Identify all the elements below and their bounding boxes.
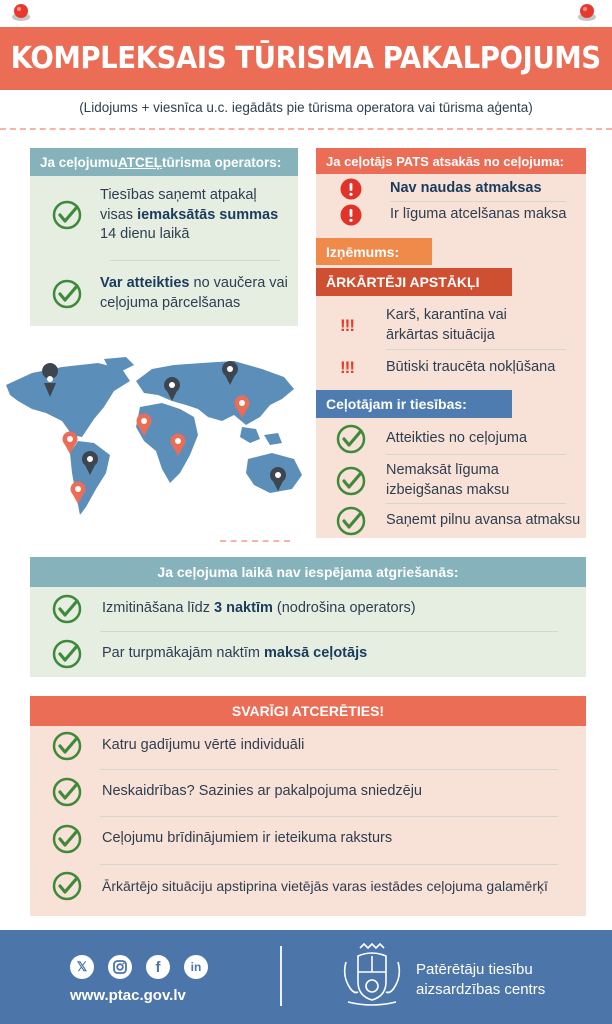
facebook-icon[interactable]: f xyxy=(146,955,170,979)
separator xyxy=(386,503,566,504)
check-icon xyxy=(52,200,82,230)
separator xyxy=(386,454,566,455)
check-icon xyxy=(52,731,82,761)
coat-of-arms-logo xyxy=(340,942,404,1008)
website-link[interactable]: www.ptac.gov.lv xyxy=(70,987,186,1004)
world-map-illustration xyxy=(2,355,310,523)
remember-item: Katru gadījumu vērtē individuāli xyxy=(52,731,304,761)
exclamation-icon xyxy=(340,204,362,226)
no-return-header: Ja ceļojuma laikā nav iespējama atgriešanās: xyxy=(30,557,586,587)
separator xyxy=(100,631,558,632)
linkedin-icon[interactable]: in xyxy=(184,955,208,979)
rights-item-full-refund: Saņemt pilnu avansa atmaksu xyxy=(336,506,580,536)
check-icon xyxy=(336,506,366,536)
check-icon xyxy=(52,639,82,669)
warning-marks-icon: !!! xyxy=(340,358,354,377)
remember-item: Neskaidrības? Sazinies ar pakalpojuma sniedzēju xyxy=(52,777,422,807)
operator-item-refund: Tiesības saņemt atpakaļ visas iemaksātās summas 14 dienu laikā xyxy=(52,186,292,245)
separator xyxy=(100,769,558,770)
instagram-icon[interactable] xyxy=(108,955,132,979)
operator-cancels-header: Ja ceļojumu ATCEĻ tūrisma operators: xyxy=(30,148,298,176)
exception-item-travel-disruption: !!! Būtiski traucēta nokļūšana xyxy=(340,358,556,377)
exception-title: ĀRKĀRTĒJI APSTĀKĻI xyxy=(316,268,512,296)
warning-marks-icon: !!! xyxy=(340,315,354,335)
push-pin-icon xyxy=(576,2,598,22)
organization-name: Patērētāju tiesību aizsardzības centrs xyxy=(416,961,546,998)
subtitle: (Lidojums + viesnīca u.c. iegādāts pie tūrisma operatora vai tūrisma aģenta) xyxy=(79,100,533,115)
remember-item: Ārkārtējo situāciju apstiprina vietējās varas iestādes ceļojuma galamērķī xyxy=(52,871,548,901)
no-return-item-accommodation: Izmitināšana līdz 3 naktīm (nodrošina operators) xyxy=(52,594,416,624)
check-icon xyxy=(336,424,366,454)
traveler-cancels-header: Ja ceļotājs PATS atsakās no ceļojuma: xyxy=(316,148,586,174)
divider xyxy=(0,128,612,130)
rights-item-no-fee: Nemaksāt līguma izbeigšanas maksu xyxy=(336,461,526,500)
separator xyxy=(110,260,280,261)
x-icon[interactable]: 𝕏 xyxy=(70,955,94,979)
no-return-item-further-nights: Par turpmākajām naktīm maksā ceļotājs xyxy=(52,639,367,669)
check-icon xyxy=(52,594,82,624)
exclamation-icon xyxy=(340,178,362,200)
separator xyxy=(386,349,566,350)
footer xyxy=(0,930,612,1024)
check-icon xyxy=(52,279,82,309)
remember-header: SVARĪGI ATCERĒTIES! xyxy=(30,696,586,726)
operator-item-voucher: Var atteikties no vaučera vai ceļojuma pārcelšanas xyxy=(52,274,292,313)
push-pin-icon xyxy=(10,2,32,22)
remember-item: Ceļojumu brīdinājumiem ir ieteikuma raksturs xyxy=(52,824,392,854)
separator xyxy=(100,816,558,817)
page-title: KOMPLEKSAIS TŪRISMA PAKALPOJUMS xyxy=(10,41,602,76)
separator xyxy=(390,201,566,202)
title-banner xyxy=(0,27,612,90)
check-icon xyxy=(52,871,82,901)
traveler-item-cancel-fee: Ir līguma atcelšanas maksa xyxy=(340,204,567,226)
separator xyxy=(100,864,558,865)
check-icon xyxy=(52,824,82,854)
rights-item-withdraw: Atteikties no ceļojuma xyxy=(336,424,527,454)
rights-header: Ceļotājam ir tiesības: xyxy=(316,390,512,418)
footer-divider xyxy=(280,946,282,1006)
exception-label: Izņēmums: xyxy=(316,238,432,265)
check-icon xyxy=(52,777,82,807)
exception-item-war: !!! Karš, karantīna vai ārkārtas situācija xyxy=(340,307,507,343)
divider xyxy=(220,540,290,542)
traveler-item-no-refund: Nav naudas atmaksas xyxy=(340,178,542,200)
check-icon xyxy=(336,466,366,496)
